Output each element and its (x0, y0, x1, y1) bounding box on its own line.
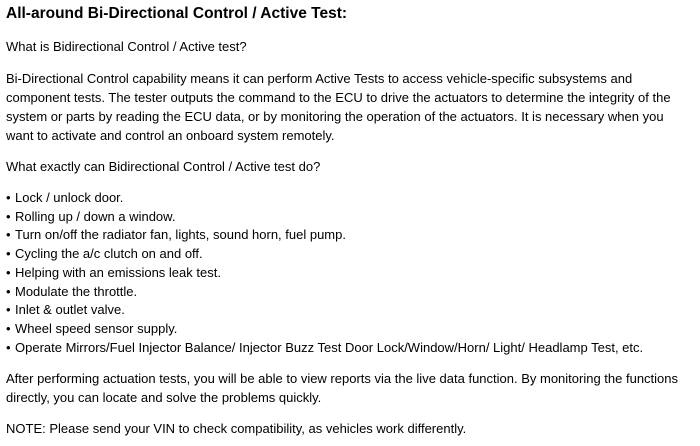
description-paragraph: Bi-Directional Control capability means it can perform Active Tests to access vehicle-specific subsystems and component tests. The tester outputs the command to the ECU to drive the actuators to determine the integrity of the system or parts by reading the ECU data, or by monitoring the operation of the actuators. It is necessary when you want to activate and control an onboard system remotely. (6, 71, 671, 143)
list-item: • Helping with an emissions leak test. (6, 264, 694, 283)
page-title: All-around Bi-Directional Control / Active Test: (6, 5, 348, 22)
list-item: • Wheel speed sensor supply. (6, 320, 694, 339)
list-item: • Rolling up / down a window. (6, 208, 694, 227)
list-item: • Cycling the a/c clutch on and off. (6, 245, 694, 264)
list-item: • Turn on/off the radiator fan, lights, sound horn, fuel pump. (6, 226, 694, 245)
list-item: • Operate Mirrors/Fuel Injector Balance/ Injector Buzz Test Door Lock/Window/Horn/ Light/ Headlamp Test, etc. (6, 339, 694, 358)
feature-list (6, 189, 694, 357)
list-item: • Lock / unlock door. (6, 189, 694, 208)
question-what-can-do: What exactly can Bidirectional Control / Active test do? (6, 159, 321, 174)
summary-paragraph: After performing actuation tests, you will be able to view reports via the live data function. By monitoring the functions directly, you can locate and solve the problems quickly. (6, 371, 679, 406)
list-item: • Inlet & outlet valve. (6, 301, 694, 320)
list-item: • Modulate the throttle. (6, 283, 694, 302)
question-what-is: What is Bidirectional Control / Active test? (6, 39, 247, 54)
note-text: NOTE: Please send your VIN to check compatibility, as vehicles work differently. (6, 421, 467, 437)
